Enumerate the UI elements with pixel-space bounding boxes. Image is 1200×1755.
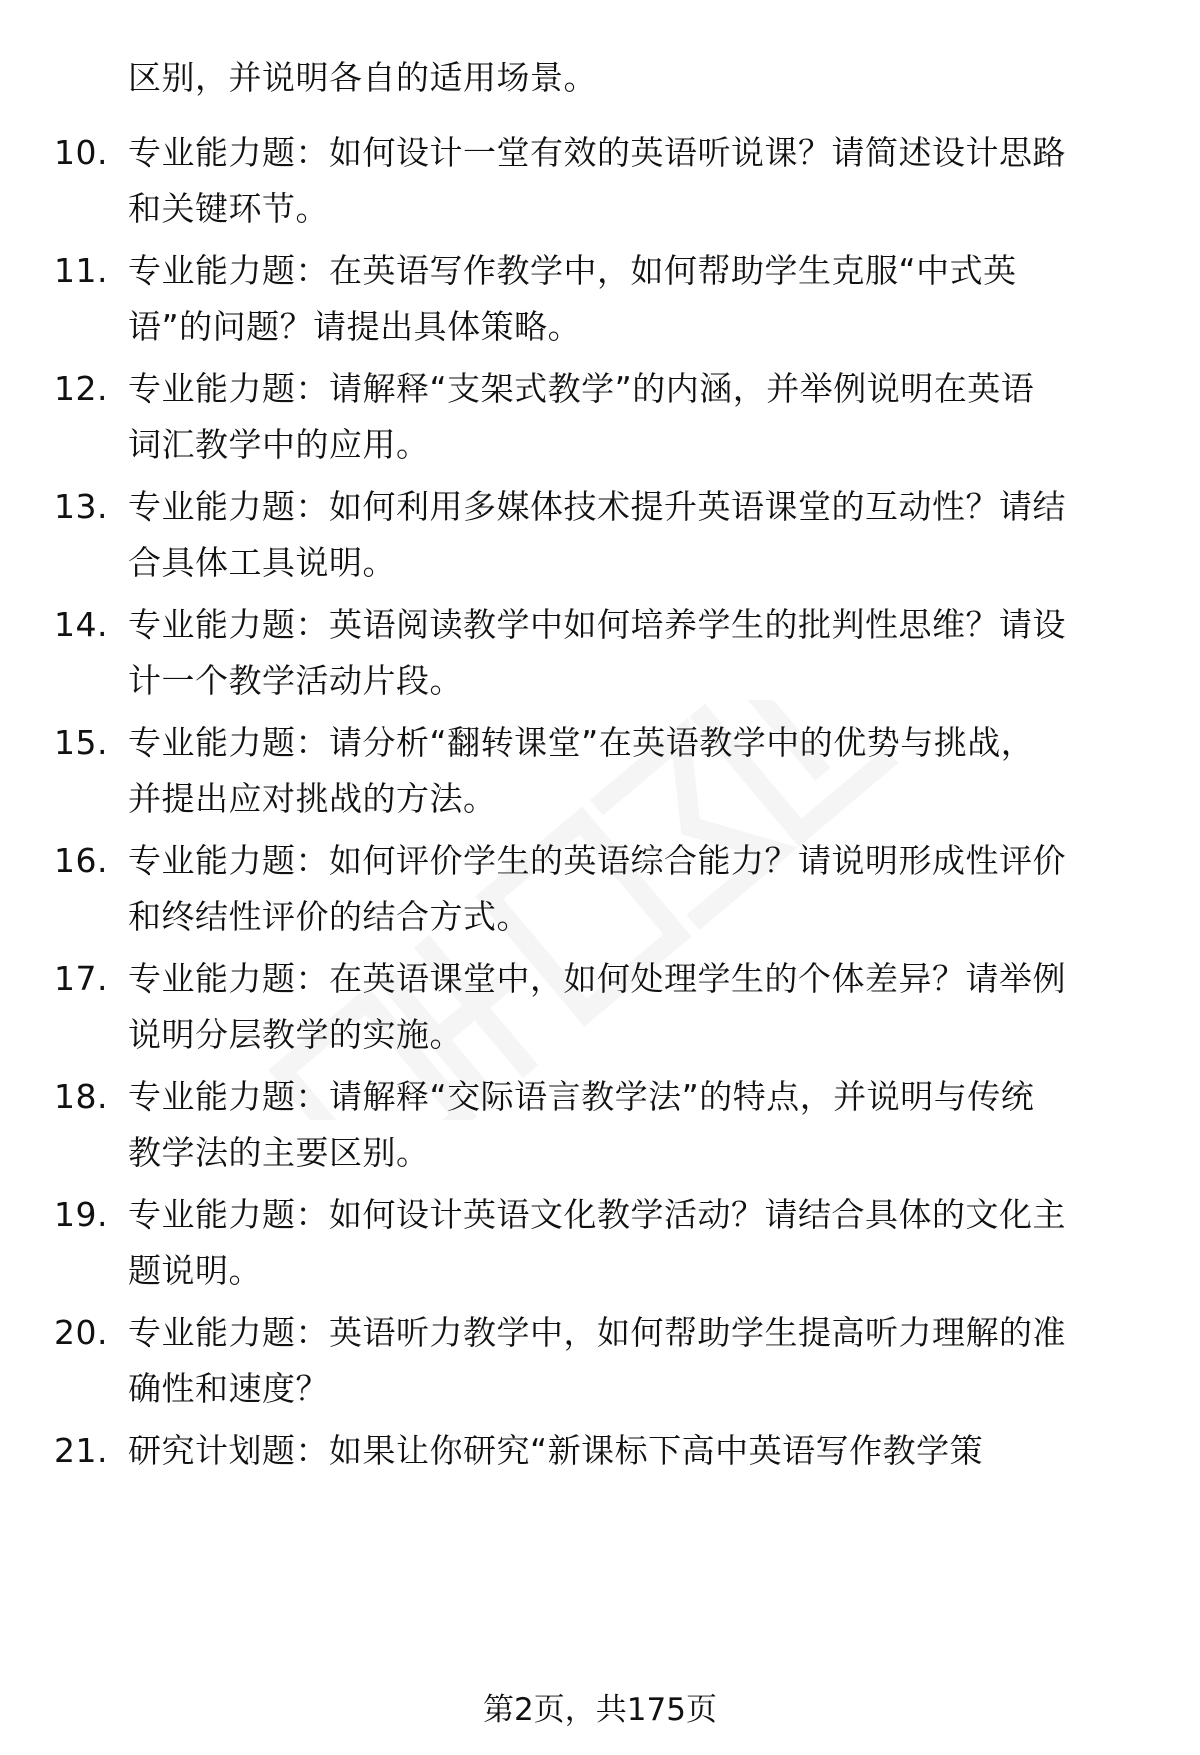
item-number: 16. xyxy=(54,841,108,880)
item-text: 专业能力题：英语听力教学中，如何帮助学生提高听力理解的准 确性和速度？ xyxy=(128,1313,1066,1408)
intro-text: 区别，并说明各自的适用场景。 xyxy=(128,58,597,97)
item-number: 15. xyxy=(54,723,108,762)
item-number: 13. xyxy=(54,487,108,526)
item-text: 专业能力题：英语阅读教学中如何培养学生的批判性思维？请设 计一个教学活动片段。 xyxy=(128,605,1066,700)
item-number: 21. xyxy=(54,1431,108,1470)
page-footer: 第2页，共175页 xyxy=(483,1692,717,1728)
item-text: 专业能力题：如何评价学生的英语综合能力？请说明形成性评价 和终结性评价的结合方式。 xyxy=(128,841,1066,936)
item-number: 17. xyxy=(54,959,108,998)
item-number: 18. xyxy=(54,1077,108,1116)
item-text: 专业能力题：请分析“翻转课堂”在英语教学中的优势与挑战， 并提出应对挑战的方法。 xyxy=(128,723,1035,818)
item-text: 专业能力题：请解释“交际语言教学法”的特点，并说明与传统 教学法的主要区别。 xyxy=(128,1077,1035,1172)
item-number: 10. xyxy=(54,133,108,172)
item-text: 专业能力题：在英语课堂中，如何处理学生的个体差异？请举例 说明分层教学的实施。 xyxy=(128,959,1066,1054)
item-number: 12. xyxy=(54,369,108,408)
item-text: 专业能力题：如何设计英语文化教学活动？请结合具体的文化主 题说明。 xyxy=(128,1195,1066,1290)
item-text: 研究计划题：如果让你研究“新课标下高中英语写作教学策 xyxy=(128,1431,984,1470)
item-text: 专业能力题：请解释“支架式教学”的内涵，并举例说明在英语 词汇教学中的应用。 xyxy=(128,369,1035,464)
item-number: 14. xyxy=(54,605,108,644)
item-number: 20. xyxy=(54,1313,108,1352)
item-text: 专业能力题：如何利用多媒体技术提升英语课堂的互动性？请结 合具体工具说明。 xyxy=(128,487,1066,582)
item-text: 专业能力题：在英语写作教学中，如何帮助学生克服“中式英 语”的问题？请提出具体策略。 xyxy=(128,251,1017,346)
item-number: 19. xyxy=(54,1195,108,1234)
item-number: 11. xyxy=(54,251,108,290)
item-text: 专业能力题：如何设计一堂有效的英语听说课？请简述设计思路 和关键环节。 xyxy=(128,133,1066,228)
